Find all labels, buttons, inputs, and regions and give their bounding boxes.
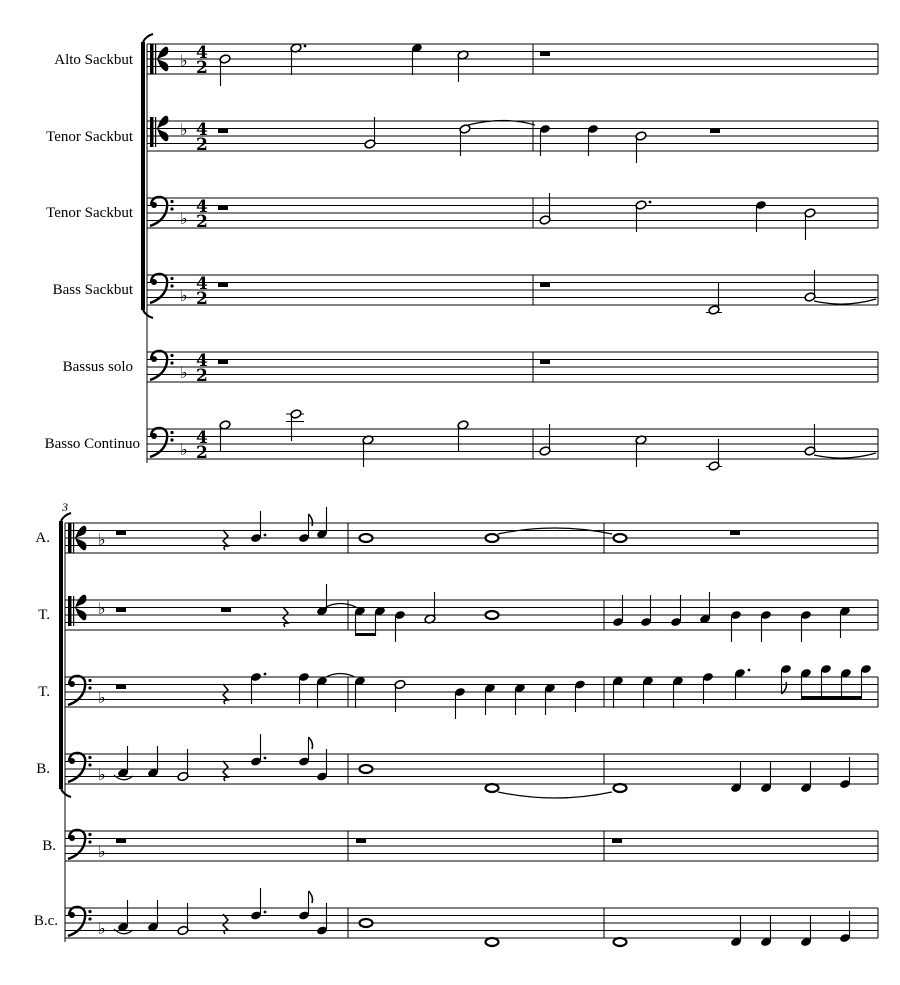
notes-continuo-m1 bbox=[219, 409, 876, 471]
staff-label-bassus-short: B. bbox=[42, 838, 56, 854]
flat-icon: ♭ bbox=[98, 765, 106, 784]
staff-label-tenor-sackbut-1: Tenor Sackbut bbox=[46, 129, 133, 145]
notes-tenor2-m1 bbox=[218, 193, 816, 240]
notes-bass-m1 bbox=[218, 270, 876, 315]
svg-text:4: 4 bbox=[196, 197, 208, 217]
svg-text:2: 2 bbox=[196, 135, 208, 155]
staff-label-tenor-short-2: T. bbox=[38, 684, 50, 700]
flat-icon: ♭ bbox=[180, 286, 188, 305]
rest-icon bbox=[356, 839, 366, 843]
bass-clef-icon bbox=[150, 197, 174, 226]
svg-text:4: 4 bbox=[196, 428, 208, 448]
system-2 bbox=[34, 500, 878, 947]
rest-icon bbox=[540, 360, 550, 364]
measure-barlines bbox=[348, 523, 878, 938]
time-signature bbox=[196, 43, 208, 463]
tenor-clef-icon bbox=[150, 116, 168, 147]
notes-bass-m3-5 bbox=[114, 734, 851, 798]
flat-icon: ♭ bbox=[180, 440, 188, 459]
svg-text:2: 2 bbox=[196, 289, 208, 309]
rest-icon bbox=[218, 360, 228, 364]
rest-icon bbox=[540, 52, 550, 56]
notes-tenor2-m3-5 bbox=[116, 664, 872, 719]
staff-label-bassus-solo: Bassus solo bbox=[62, 359, 133, 375]
staff-lines bbox=[65, 523, 878, 938]
measure-number: 3 bbox=[62, 500, 68, 514]
flat-icon: ♭ bbox=[98, 599, 106, 618]
flat-icon: ♭ bbox=[180, 363, 188, 382]
bass-clef-icon bbox=[150, 428, 174, 457]
svg-text:4: 4 bbox=[196, 351, 208, 371]
flat-icon: ♭ bbox=[180, 120, 188, 139]
staff-label-bass-short: B. bbox=[36, 761, 50, 777]
notes-alto-m3-5 bbox=[116, 507, 740, 550]
notes-alto-m1 bbox=[219, 43, 469, 86]
rest-icon bbox=[612, 839, 622, 843]
svg-text:4: 4 bbox=[196, 120, 208, 140]
flat-icon: ♭ bbox=[180, 51, 188, 70]
rest-icon bbox=[116, 839, 126, 843]
svg-text:2: 2 bbox=[196, 366, 208, 386]
flat-icon: ♭ bbox=[98, 530, 106, 549]
flat-icon: ♭ bbox=[98, 842, 106, 861]
notes-tenor1-m1 bbox=[218, 117, 720, 163]
bass-clef-icon bbox=[150, 351, 174, 380]
svg-text:2: 2 bbox=[196, 443, 208, 463]
staff-label-continuo-short: B.c. bbox=[33, 913, 58, 929]
system-1 bbox=[45, 34, 878, 471]
bass-clef-icon bbox=[150, 274, 174, 303]
flat-icon: ♭ bbox=[180, 209, 188, 228]
staff-label-alto-short: A. bbox=[35, 530, 50, 546]
staff-label-bass-sackbut: Bass Sackbut bbox=[52, 282, 133, 298]
flat-icon: ♭ bbox=[98, 688, 106, 707]
staff-label-basso-continuo: Basso Continuo bbox=[44, 436, 140, 452]
tenor-clef-icon bbox=[68, 595, 86, 626]
staff-lines bbox=[147, 44, 878, 459]
staff-label-tenor-short-1: T. bbox=[38, 607, 50, 623]
measure-barlines bbox=[533, 44, 878, 459]
bass-clef-icon bbox=[68, 907, 92, 936]
staff-label-alto-sackbut: Alto Sackbut bbox=[54, 52, 133, 68]
svg-text:2: 2 bbox=[196, 212, 208, 232]
svg-text:4: 4 bbox=[196, 274, 208, 294]
staff-label-tenor-sackbut-2: Tenor Sackbut bbox=[46, 205, 133, 221]
notes-tenor1-m3-5 bbox=[116, 584, 851, 642]
bass-clef-icon bbox=[68, 830, 92, 859]
svg-text:2: 2 bbox=[196, 58, 208, 78]
bass-clef-icon bbox=[68, 753, 92, 782]
svg-text:4: 4 bbox=[196, 43, 208, 63]
flat-icon: ♭ bbox=[98, 919, 106, 938]
bass-clef-icon bbox=[68, 676, 92, 705]
